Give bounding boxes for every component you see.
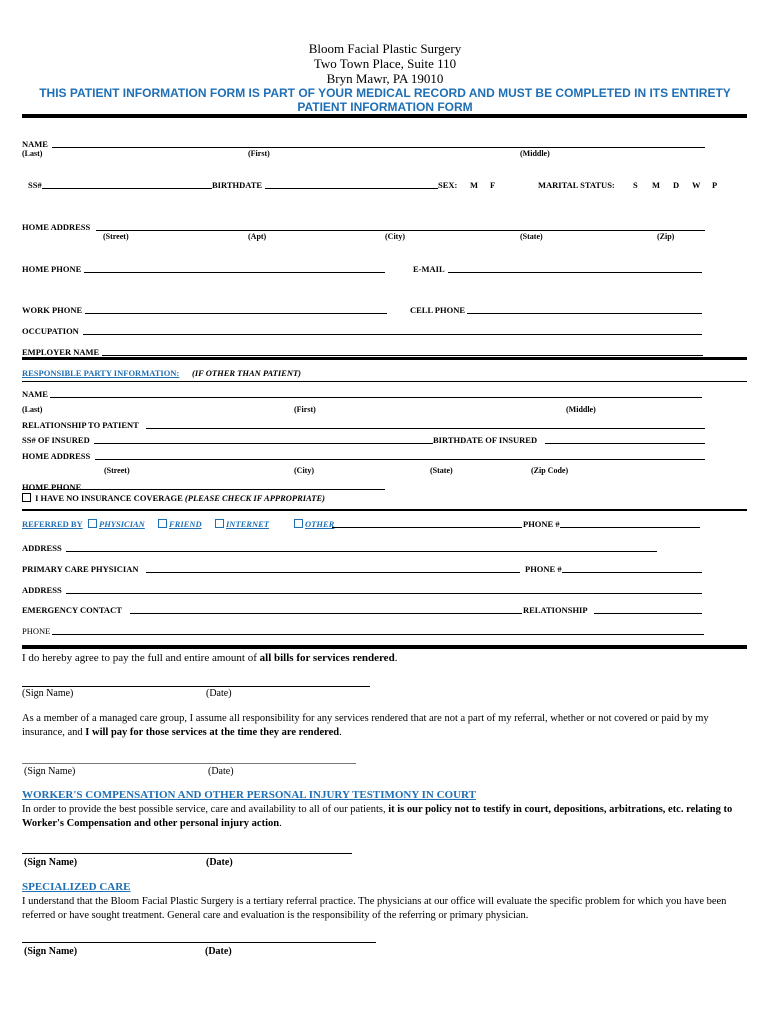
physician-label: PHYSICIAN (99, 519, 145, 529)
other-label: OTHER (305, 519, 335, 529)
emergency-contact-field[interactable] (130, 613, 522, 614)
specialized-sign-name-caption: (Sign Name) (24, 946, 78, 957)
sex-option-m[interactable]: M (470, 180, 479, 190)
employer-label: EMPLOYER NAME (22, 347, 100, 357)
referral-address-label: ADDRESS (22, 543, 62, 553)
rp-birthdate-label: BIRTHDATE OF INSURED (433, 435, 538, 445)
physician-checkbox[interactable] (88, 519, 97, 528)
no-insurance-checkbox[interactable] (22, 493, 31, 502)
emergency-relationship-label: RELATIONSHIP (523, 605, 588, 615)
managed-date-caption: (Date) (208, 766, 234, 777)
referral-divider (22, 509, 747, 511)
rp-relationship-field[interactable] (146, 428, 705, 429)
rp-name-label: NAME (22, 389, 48, 399)
no-insurance-note: (PLEASE CHECK IF APPROPRIATE) (184, 493, 325, 503)
sex-option-f[interactable]: F (490, 180, 496, 190)
bills-date-caption: (Date) (206, 688, 232, 699)
header-divider (22, 114, 747, 118)
occupation-label: OCCUPATION (22, 326, 79, 336)
rp-last-caption: (Last) (22, 405, 43, 414)
rp-middle-caption: (Middle) (566, 405, 596, 414)
practice-name: Bloom Facial Plastic Surgery (308, 41, 462, 56)
managed-care-text: As a member of a managed care group, I assume all responsibility for any services rendered that are not a part of my referral, whether or not covered or paid by my insurance, and I will pay for those services at the time they are rendered. (22, 713, 709, 738)
emergency-contact-label: EMERGENCY CONTACT (22, 605, 122, 615)
address-city-caption: (City) (385, 232, 405, 241)
workers-comp-text: In order to provide the best possible service, care and availability to all of our patients, it is our policy not to testify in court, depositions, arbitrations, etc. relating to Worker's Compensation and other personal injury action. (22, 804, 733, 829)
responsible-party-title: RESPONSIBLE PARTY INFORMATION: (22, 368, 180, 378)
rp-home-phone-label: HOME PHONE (22, 482, 82, 492)
internet-label: INTERNET (226, 519, 269, 529)
rp-home-address-label: HOME ADDRESS (22, 451, 91, 461)
rp-zip-caption: (Zip Code) (531, 466, 569, 475)
referral-phone-label: PHONE # (523, 519, 560, 529)
marital-option-w[interactable]: W (692, 180, 701, 190)
bills-sign-name-caption: (Sign Name) (22, 688, 74, 699)
emergency-relationship-field[interactable] (594, 613, 702, 614)
no-insurance-label: I HAVE NO INSURANCE COVERAGE (35, 493, 183, 503)
address-state-caption: (State) (520, 232, 543, 241)
referral-address-field[interactable] (66, 551, 657, 552)
referral-internet-option[interactable] (215, 519, 269, 529)
name-label: NAME (22, 139, 48, 149)
referral-other-field[interactable] (332, 527, 522, 528)
email-label: E-MAIL (413, 264, 445, 274)
pcp-phone-label: PHONE # (525, 564, 562, 574)
managed-sign-name-caption: (Sign Name) (24, 766, 76, 777)
pcp-address-field[interactable] (66, 593, 702, 594)
referral-phone-field[interactable] (560, 527, 700, 528)
specialized-date-caption: (Date) (205, 946, 232, 957)
rp-first-caption: (First) (294, 405, 316, 414)
bills-signature-line[interactable] (22, 686, 370, 687)
pcp-field[interactable] (146, 572, 520, 573)
ss-label: SS# (28, 180, 42, 190)
emergency-phone-label: PHONE (22, 626, 51, 636)
referral-physician-option[interactable] (88, 519, 145, 529)
other-checkbox[interactable] (294, 519, 303, 528)
friend-label: FRIEND (169, 519, 202, 529)
managed-signature-line[interactable] (22, 763, 356, 764)
patient-section-divider (22, 357, 747, 360)
pcp-address-label: ADDRESS (22, 585, 62, 595)
form-title: PATIENT INFORMATION FORM (297, 100, 473, 114)
sex-label: SEX: (438, 180, 458, 190)
marital-status-label: MARITAL STATUS: (538, 180, 615, 190)
practice-address-1: Two Town Place, Suite 110 (313, 56, 457, 71)
referral-friend-option[interactable] (158, 519, 202, 529)
address-street-caption: (Street) (103, 232, 129, 241)
email-field[interactable] (448, 272, 702, 273)
home-address-label: HOME ADDRESS (22, 222, 91, 232)
rp-home-address-field[interactable] (95, 459, 705, 460)
rp-state-caption: (State) (430, 466, 453, 475)
birthdate-label: BIRTHDATE (212, 180, 263, 190)
name-first-caption: (First) (248, 149, 270, 158)
cell-phone-field[interactable] (467, 313, 702, 314)
occupation-field[interactable] (83, 334, 702, 335)
cell-phone-label: CELL PHONE (410, 305, 466, 315)
rp-name-field[interactable] (50, 397, 702, 398)
name-field[interactable] (52, 147, 705, 148)
referred-by-label: REFERRED BY (22, 519, 83, 529)
pcp-phone-field[interactable] (562, 572, 702, 573)
specialized-care-title: SPECIALIZED CARE (22, 881, 131, 893)
friend-checkbox[interactable] (158, 519, 167, 528)
workers-sign-name-caption: (Sign Name) (24, 857, 78, 868)
name-middle-caption: (Middle) (520, 149, 550, 158)
home-phone-field[interactable] (84, 272, 385, 273)
marital-option-d[interactable]: D (673, 180, 680, 190)
bills-agreement-text: I do hereby agree to pay the full and entire amount of all bills for services rendered. (22, 652, 398, 664)
referral-other-option[interactable] (294, 519, 334, 529)
home-address-field[interactable] (96, 230, 705, 231)
name-last-caption: (Last) (22, 149, 43, 158)
no-insurance-row (22, 493, 325, 503)
pcp-label: PRIMARY CARE PHYSICIAN (22, 564, 139, 574)
work-phone-label: WORK PHONE (22, 305, 83, 315)
marital-option-s[interactable]: S (633, 180, 638, 190)
rp-street-caption: (Street) (104, 466, 130, 475)
employer-field[interactable] (102, 355, 703, 356)
workers-date-caption: (Date) (206, 857, 233, 868)
rp-relationship-label: RELATIONSHIP TO PATIENT (22, 420, 139, 430)
emergency-phone-field[interactable] (52, 634, 704, 635)
responsible-party-note: (IF OTHER THAN PATIENT) (192, 368, 302, 378)
marital-option-p[interactable]: P (712, 180, 718, 190)
specialized-care-text: I understand that the Bloom Facial Plastic Surgery is a tertiary referral practice. The physicians at our office will evaluate the specific problem for which you have been referred or have sought treatment. General care and evaluation is the responsibility of the referring or primary physician. (22, 896, 727, 921)
internet-checkbox[interactable] (215, 519, 224, 528)
form-notice: THIS PATIENT INFORMATION FORM IS PART OF YOUR MEDICAL RECORD AND MUST BE COMPLETED IN ITS ENTIRETY (39, 86, 731, 100)
responsible-divider (22, 381, 747, 382)
address-zip-caption: (Zip) (657, 232, 675, 241)
ss-field[interactable] (42, 188, 212, 189)
birthdate-field[interactable] (265, 188, 438, 189)
rp-city-caption: (City) (294, 466, 314, 475)
rp-birthdate-field[interactable] (545, 443, 705, 444)
address-apt-caption: (Apt) (248, 232, 267, 241)
home-phone-label: HOME PHONE (22, 264, 82, 274)
specialized-signature-line[interactable] (22, 942, 376, 943)
marital-option-m[interactable]: M (652, 180, 661, 190)
workers-signature-line[interactable] (22, 853, 352, 854)
rp-ss-label: SS# OF INSURED (22, 435, 90, 445)
agreement-divider (22, 645, 747, 649)
practice-address-2: Bryn Mawr, PA 19010 (326, 71, 444, 86)
workers-comp-title: WORKER'S COMPENSATION AND OTHER PERSONAL INJURY TESTIMONY IN COURT (22, 789, 476, 801)
work-phone-field[interactable] (85, 313, 387, 314)
rp-ss-field[interactable] (94, 443, 433, 444)
